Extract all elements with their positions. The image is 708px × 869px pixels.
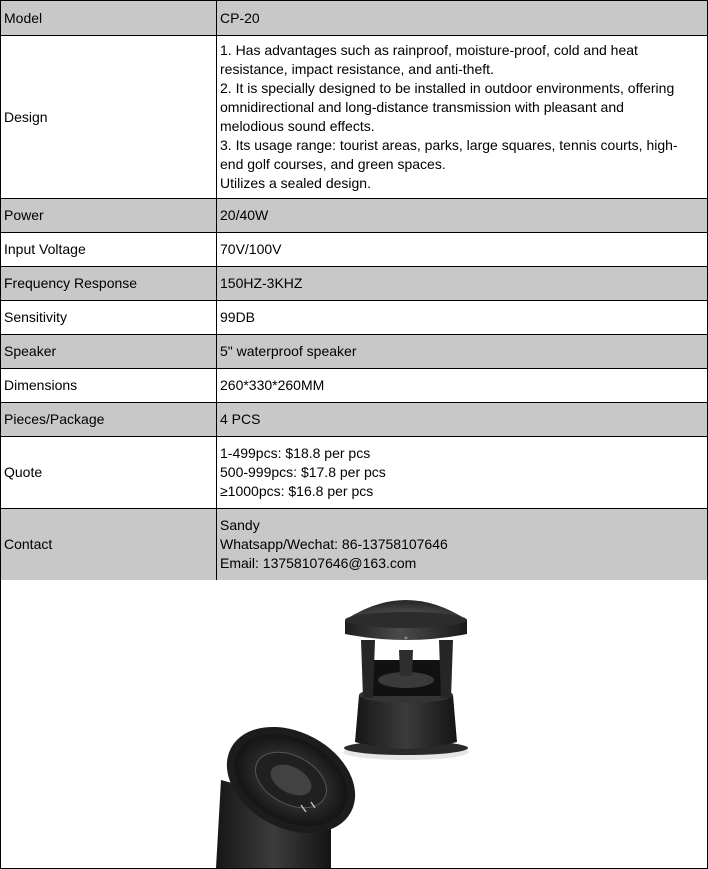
design-line: 1. Has advantages such as rainproof, moisture-proof, cold and heat xyxy=(220,42,638,58)
value-frequency-response: 150HZ-3KHZ xyxy=(217,267,708,301)
design-line: resistance, impact resistance, and anti-theft. xyxy=(220,61,494,77)
quote-line: 1-499pcs: $18.8 per pcs xyxy=(220,445,371,461)
outdoor-speaker-photo xyxy=(1,580,707,868)
row-dimensions xyxy=(1,369,708,403)
design-line: Utilizes a sealed design. xyxy=(220,175,371,191)
row-quote xyxy=(1,437,708,509)
design-line: end golf courses, and green spaces. xyxy=(220,156,446,172)
design-line: 2. It is specially designed to be installed in outdoor environments, offering xyxy=(220,80,675,96)
label-sensitivity: Sensitivity xyxy=(1,301,217,335)
product-photo-cell xyxy=(0,580,708,869)
row-pieces-package xyxy=(1,403,708,437)
label-power: Power xyxy=(1,199,217,233)
value-dimensions: 260*330*260MM xyxy=(217,369,708,403)
design-line: omnidirectional and long-distance transmission with pleasant and xyxy=(220,99,624,115)
design-line: 3. Its usage range: tourist areas, parks, large squares, tennis courts, high- xyxy=(220,137,678,153)
value-sensitivity: 99DB xyxy=(217,301,708,335)
row-sensitivity xyxy=(1,301,708,335)
value-design xyxy=(217,36,708,199)
contact-email: Email: 13758107646@163.com xyxy=(220,555,417,571)
label-quote: Quote xyxy=(1,437,217,509)
label-dimensions: Dimensions xyxy=(1,369,217,403)
value-pieces-package: 4 PCS xyxy=(217,403,708,437)
row-design xyxy=(1,36,708,199)
label-model: Model xyxy=(1,1,217,36)
value-model: CP-20 xyxy=(217,1,708,36)
contact-phone: Whatsapp/Wechat: 86-13758107646 xyxy=(220,536,448,552)
row-speaker xyxy=(1,335,708,369)
value-speaker: 5" waterproof speaker xyxy=(217,335,708,369)
value-quote xyxy=(217,437,708,509)
speaker-upright xyxy=(343,600,469,760)
label-frequency-response: Frequency Response xyxy=(1,267,217,301)
label-input-voltage: Input Voltage xyxy=(1,233,217,267)
quote-line: ≥1000pcs: $16.8 per pcs xyxy=(220,483,374,499)
row-frequency-response xyxy=(1,267,708,301)
value-power: 20/40W xyxy=(217,199,708,233)
label-design: Design xyxy=(1,36,217,199)
value-contact xyxy=(217,509,708,581)
row-power xyxy=(1,199,708,233)
value-input-voltage: 70V/100V xyxy=(217,233,708,267)
design-line: melodious sound effects. xyxy=(220,118,375,134)
row-model xyxy=(1,1,708,36)
row-input-voltage xyxy=(1,233,708,267)
contact-name: Sandy xyxy=(220,517,260,533)
label-pieces-package: Pieces/Package xyxy=(1,403,217,437)
label-contact: Contact xyxy=(1,509,217,581)
speaker-tilted xyxy=(208,706,373,868)
quote-line: 500-999pcs: $17.8 per pcs xyxy=(220,464,386,480)
row-contact xyxy=(1,509,708,581)
label-speaker: Speaker xyxy=(1,335,217,369)
